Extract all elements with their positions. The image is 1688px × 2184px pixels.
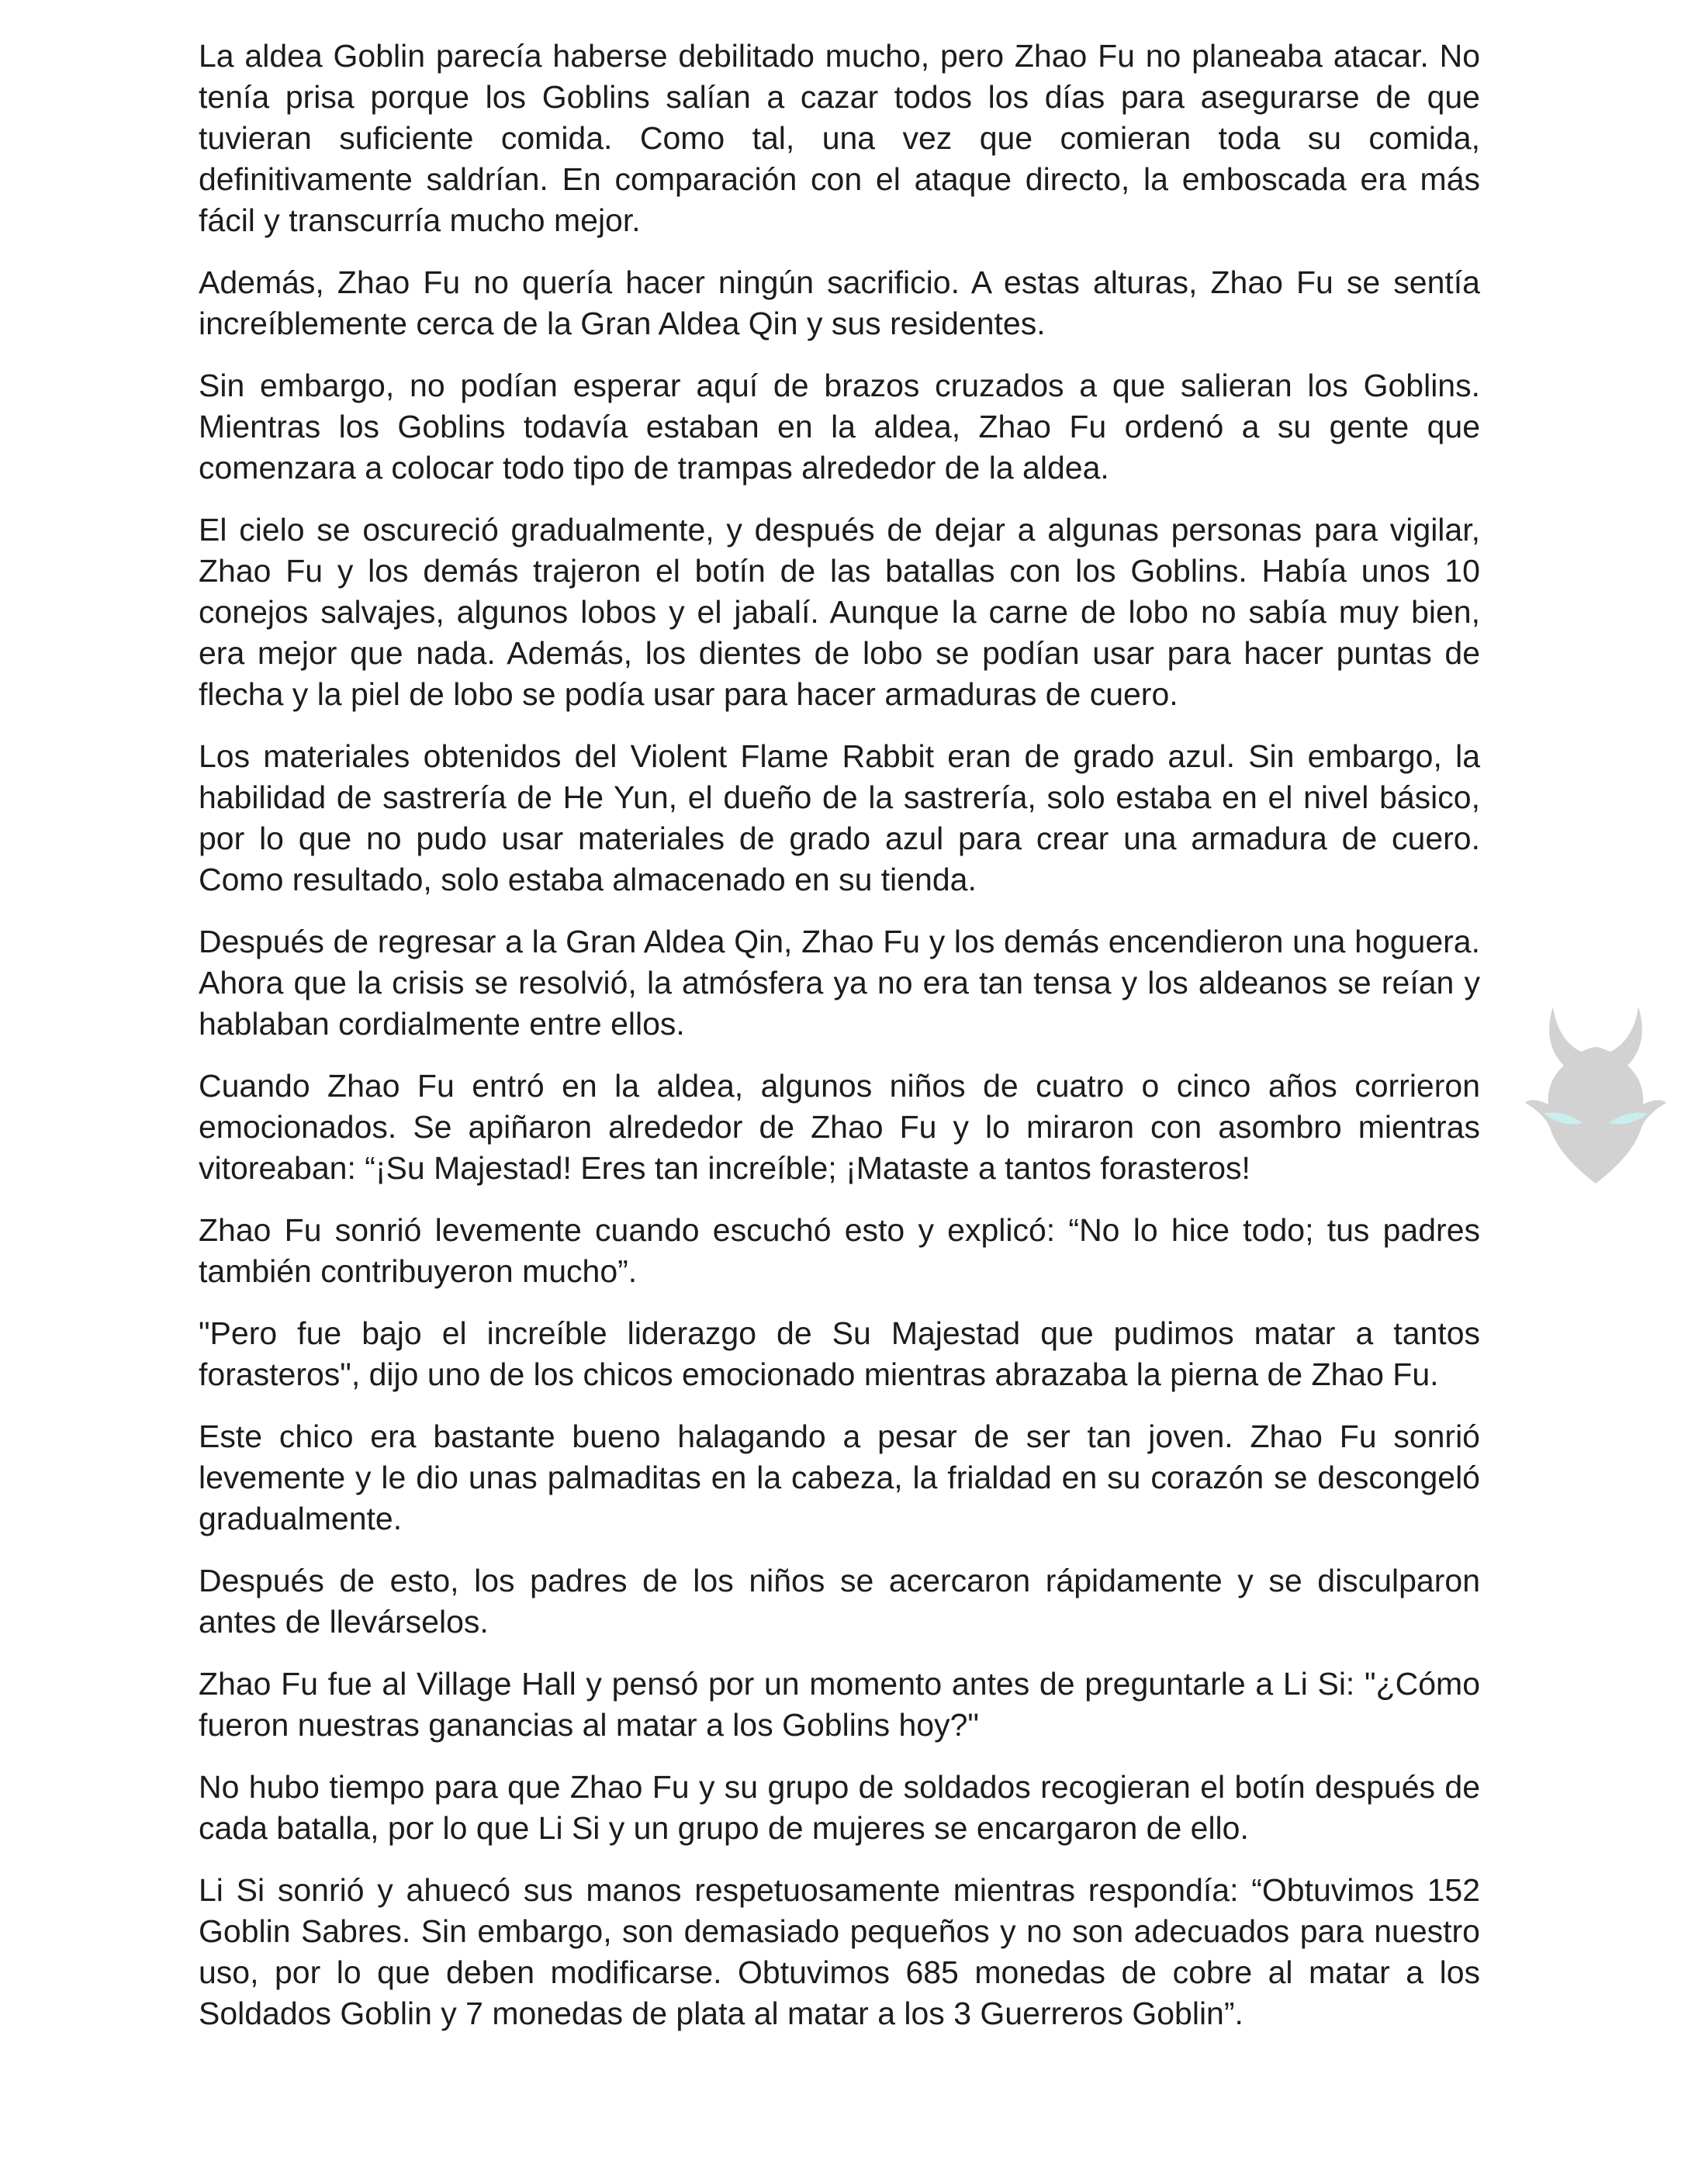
paragraph: No hubo tiempo para que Zhao Fu y su grupo de soldados recogieran el botín después de cada batalla, por lo que Li Si y un grupo de mujeres se encargaron de ello.	[199, 1769, 1480, 1846]
paragraph: Sin embargo, no podían esperar aquí de brazos cruzados a que salieran los Goblins. Mientras los Goblins todavía estaban en la aldea, Zhao Fu ordenó a su gente que comenzara a colocar todo tipo de trampas alrededor de la aldea.	[199, 368, 1480, 486]
paragraph: Después de regresar a la Gran Aldea Qin, Zhao Fu y los demás encendieron una hoguera. Ahora que la crisis se resolvió, la atmósfera ya no era tan tensa y los aldeanos se reían y hablaban cordialmente entre ellos.	[199, 924, 1480, 1042]
watermark-silhouette	[1525, 1007, 1666, 1184]
paragraph: "Pero fue bajo el increíble liderazgo de Su Majestad que pudimos matar a tantos forasteros", dijo uno de los chicos emocionado mientras abrazaba la pierna de Zhao Fu.	[199, 1315, 1480, 1392]
document-body	[199, 36, 1480, 2055]
paragraph: Li Si sonrió y ahuecó sus manos respetuosamente mientras respondía: “Obtuvimos 152 Goblin Sabres. Sin embargo, son demasiado pequeños y no son adecuados para nuestro uso, por lo que deben modificarse. Obtuvimos 685 monedas de cobre al matar a los Soldados Goblin y 7 monedas de plata al matar a los 3 Guerreros Goblin”.	[199, 1872, 1480, 2031]
paragraph: Después de esto, los padres de los niños se acercaron rápidamente y se disculparon antes de llevárselos.	[199, 1563, 1480, 1640]
paragraph: La aldea Goblin parecía haberse debilitado mucho, pero Zhao Fu no planeaba atacar. No tenía prisa porque los Goblins salían a cazar todos los días para asegurarse de que tuvieran suficiente comida. Como tal, una vez que comieran toda su comida, definitivamente saldrían. En comparación con el ataque directo, la emboscada era más fácil y transcurría mucho mejor.	[199, 38, 1480, 238]
demon-head-icon	[1522, 1000, 1669, 1187]
paragraph: Cuando Zhao Fu entró en la aldea, algunos niños de cuatro o cinco años corrieron emocionados. Se apiñaron alrededor de Zhao Fu y lo miraron con asombro mientras vitoreaban: “¡Su Majestad! Eres tan increíble; ¡Mataste a tantos forasteros!	[199, 1068, 1480, 1186]
paragraph: Este chico era bastante bueno halagando a pesar de ser tan joven. Zhao Fu sonrió levemente y le dio unas palmaditas en la cabeza, la frialdad en su corazón se descongeló gradualmente.	[199, 1419, 1480, 1536]
paragraph: Además, Zhao Fu no quería hacer ningún sacrificio. A estas alturas, Zhao Fu se sentía increíblemente cerca de la Gran Aldea Qin y sus residentes.	[199, 264, 1480, 341]
paragraph: El cielo se oscureció gradualmente, y después de dejar a algunas personas para vigilar, Zhao Fu y los demás trajeron el botín de las batallas con los Goblins. Había unos 10 conejos salvajes, algunos lobos y el jabalí. Aunque la carne de lobo no sabía muy bien, era mejor que nada. Además, los dientes de lobo se podían usar para hacer puntas de flecha y la piel de lobo se podía usar para hacer armaduras de cuero.	[199, 512, 1480, 712]
paragraph: Zhao Fu sonrió levemente cuando escuchó esto y explicó: “No lo hice todo; tus padres también contribuyeron mucho”.	[199, 1212, 1480, 1289]
paragraph: Los materiales obtenidos del Violent Flame Rabbit eran de grado azul. Sin embargo, la habilidad de sastrería de He Yun, el dueño de la sastrería, solo estaba en el nivel básico, por lo que no pudo usar materiales de grado azul para crear una armadura de cuero. Como resultado, solo estaba almacenado en su tienda.	[199, 738, 1480, 897]
paragraph: Zhao Fu fue al Village Hall y pensó por un momento antes de preguntarle a Li Si: "¿Cómo fueron nuestras ganancias al matar a los Goblins hoy?"	[199, 1666, 1480, 1743]
